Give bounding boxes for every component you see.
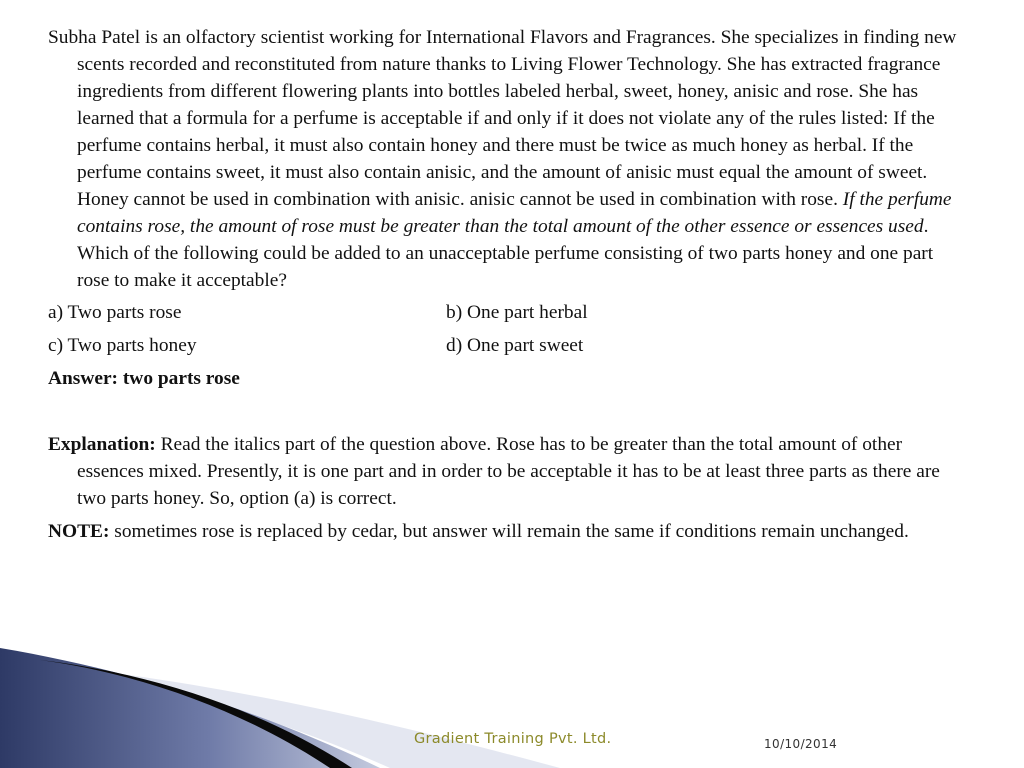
blank-line [48, 398, 970, 425]
footer-swoosh-graphic [0, 640, 1024, 768]
question-part-2: . Which of the following could be added to an unacceptable perfume consisting of two parts honey and one part rose to make it acceptable? [77, 216, 934, 291]
option-b: b) One part herbal [446, 302, 588, 323]
option-c: c) Two parts honey [48, 335, 197, 356]
footer-decoration [0, 640, 1024, 768]
options-row-2 [48, 332, 970, 359]
note-label: NOTE: [48, 521, 110, 542]
company-name: Gradient Training Pvt. Ltd. [414, 731, 612, 747]
answer-line: Answer: two parts rose [48, 368, 240, 389]
question-italic-rule: If the perfume contains rose, the amount of rose must be greater than the total amount of the other essence or essences used [77, 189, 952, 237]
note-text: sometimes rose is replaced by cedar, but answer will remain the same if conditions remain unchanged. [109, 521, 909, 542]
option-d: d) One part sweet [446, 335, 584, 356]
footer-date: 10/10/2014 [764, 737, 838, 751]
slide-content [48, 24, 970, 545]
question-part-1: Subha Patel is an olfactory scientist working for International Flavors and Fragrances. She specializes in finding new scents recorded and reconstituted from nature thanks to Living Flower Technology. She has extracted fragrance ingredients from different flowering plants into bottles labeled herbal, sweet, honey, anisic and rose. She has learned that a formula for a perfume is acceptable if and only if it does not violate any of the rules listed: If the perfume contains herbal, it must also contain honey and there must be twice as much honey as herbal. If the perfume contains sweet, it must also contain anisic, and the amount of anisic must equal the amount of sweet. Honey cannot be used in combination with anisic. anisic cannot be used in combination with rose. [48, 27, 957, 210]
explanation-paragraph [48, 431, 970, 512]
footer-swoosh-blue [0, 648, 380, 768]
options-row-1 [48, 299, 970, 326]
explanation-text: Read the italics part of the question above. Rose has to be greater than the total amount of other essences mixed. Presently, it is one part and in order to be acceptable it has to be at least three parts as there are two parts honey. So, option (a) is correct. [77, 434, 940, 509]
question-text [48, 24, 970, 294]
note-paragraph [48, 518, 970, 545]
option-a: a) Two parts rose [48, 302, 182, 323]
explanation-label: Explanation: [48, 434, 156, 455]
